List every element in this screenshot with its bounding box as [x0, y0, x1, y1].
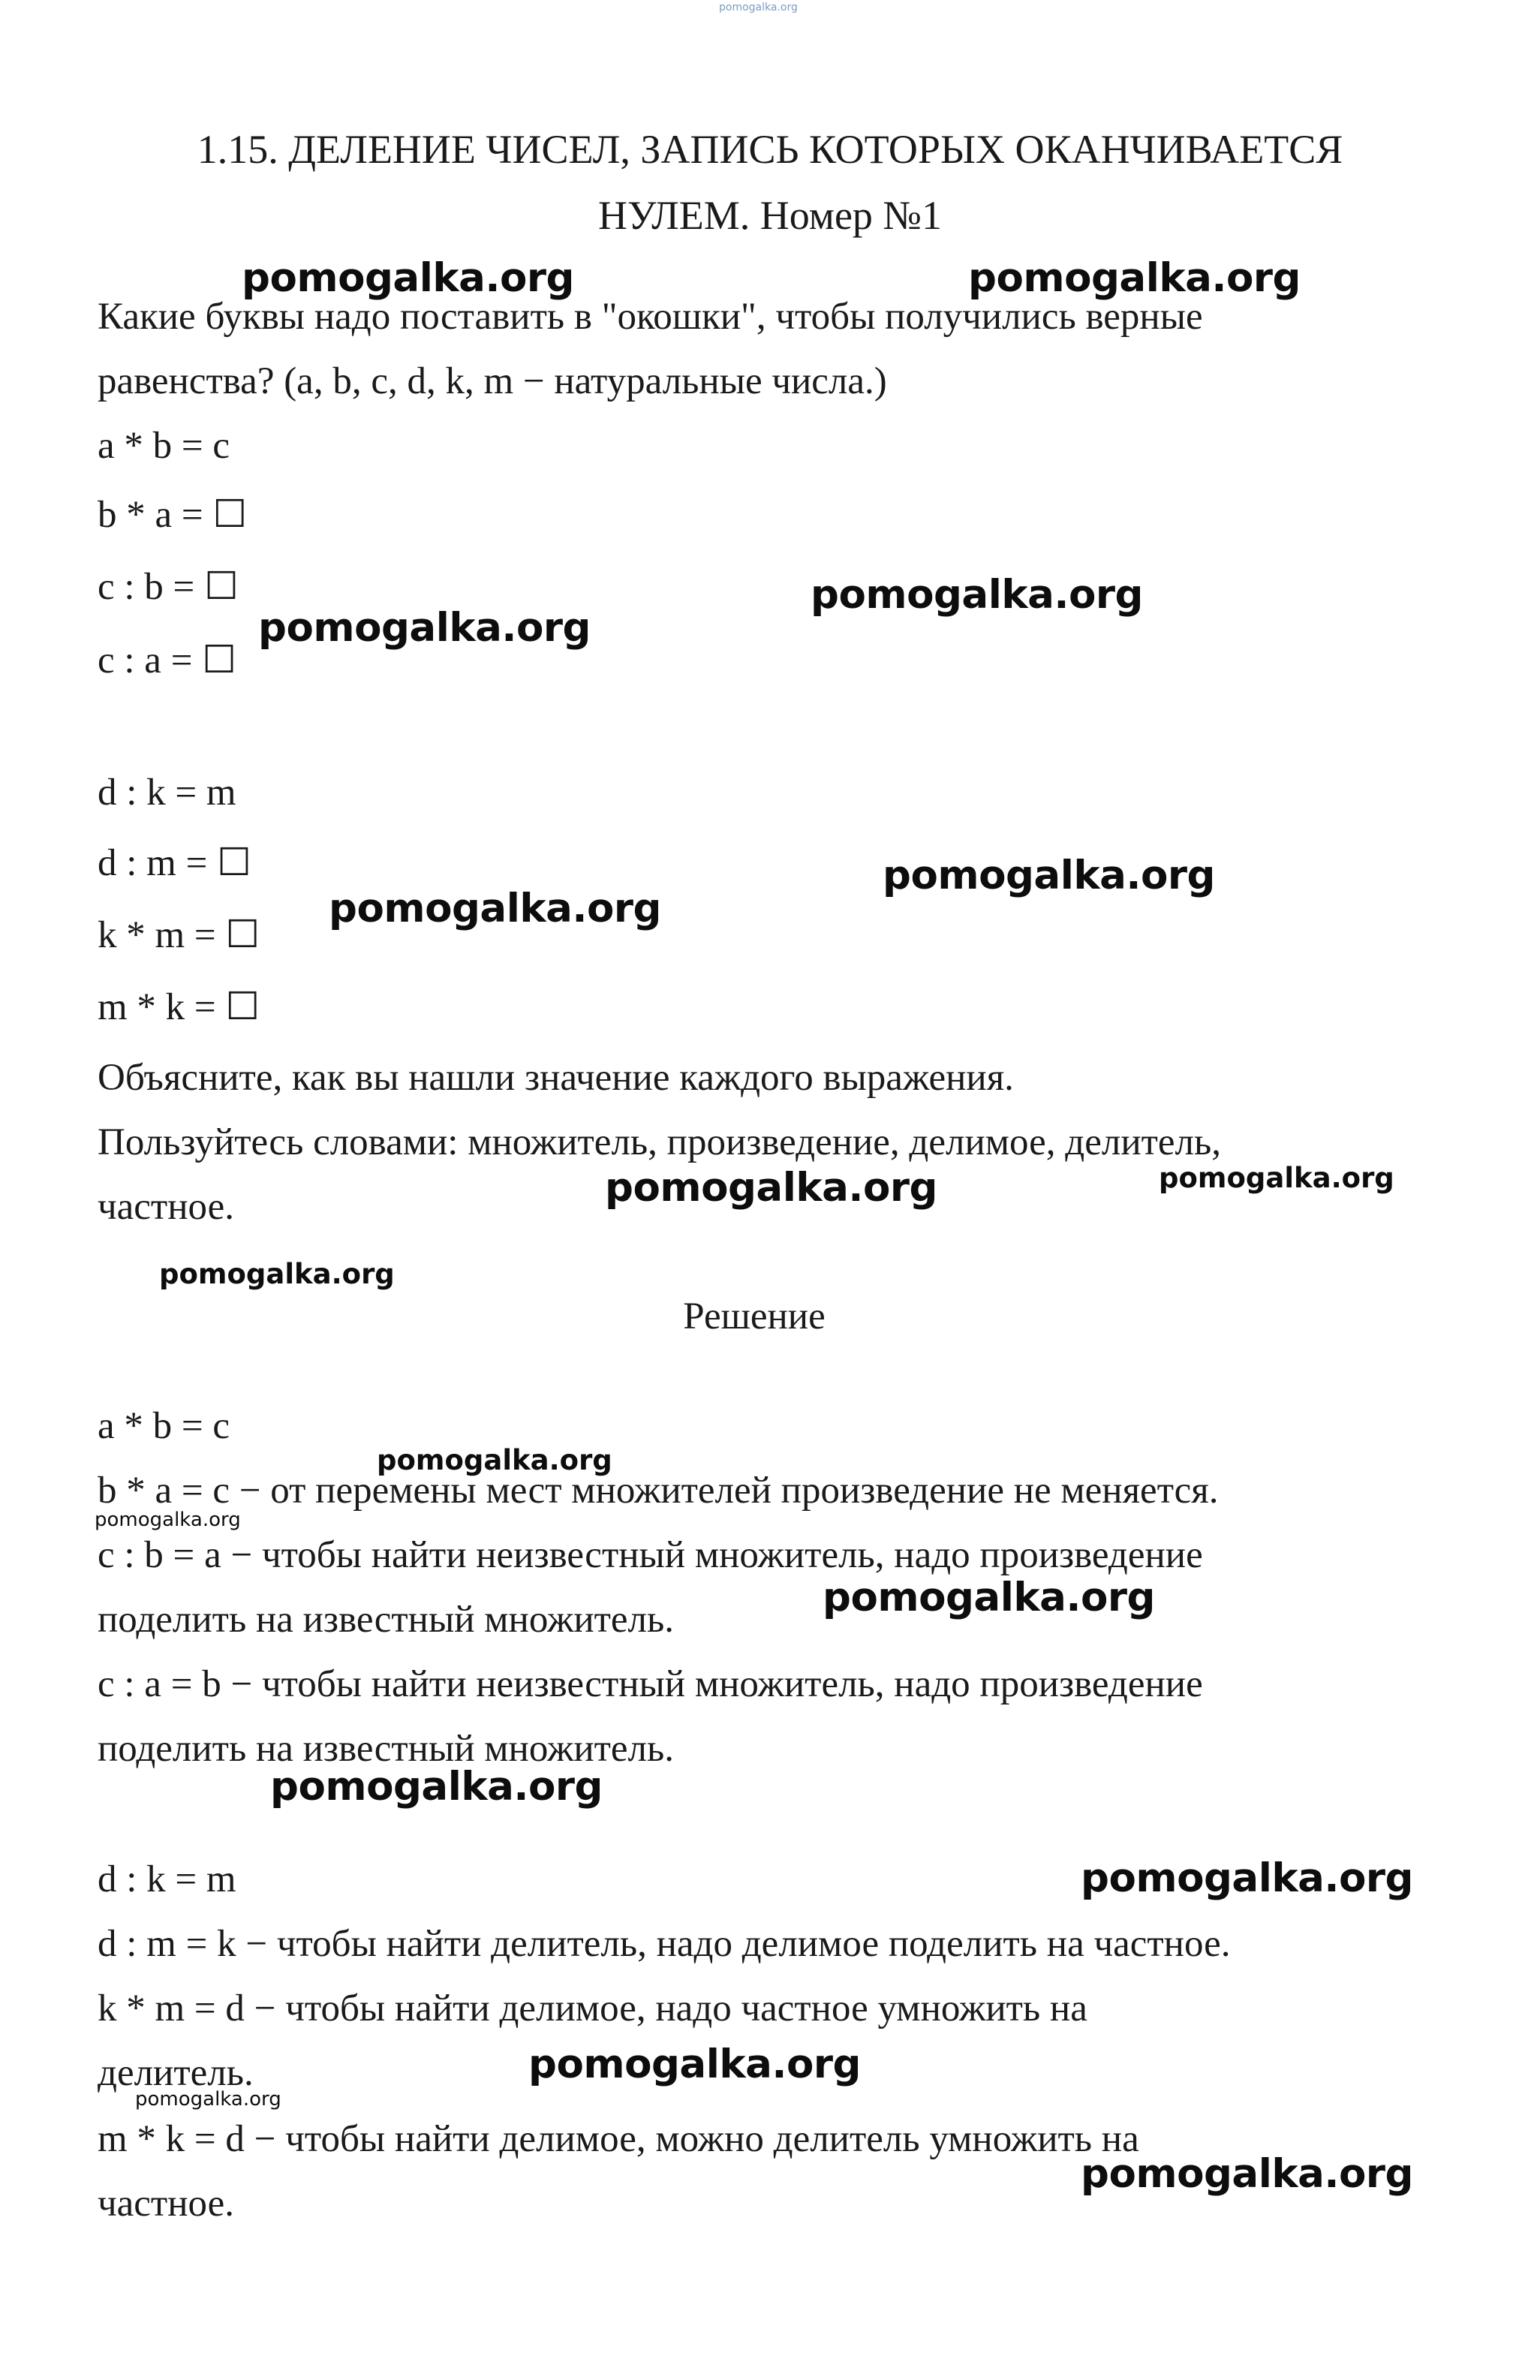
watermark: pomogalka.org [242, 255, 574, 301]
task-explain-1: Объясните, как вы нашли значение каждого выражения. [98, 1057, 1014, 1099]
solution-line: d : k = m [98, 1858, 236, 1900]
watermark: pomogalka.org [1081, 1855, 1413, 1901]
solution-line: поделить на известный множитель. [98, 1728, 674, 1770]
watermark: pomogalka.org [605, 1165, 937, 1211]
title-line-1: 1.15. ДЕЛЕНИЕ ЧИСЕЛ, ЗАПИСЬ КОТОРЫХ ОКАНЧИВАЕТСЯ [197, 127, 1343, 172]
watermark: pomogalka.org [258, 605, 591, 651]
solution-line: a * b = c [98, 1405, 230, 1447]
equation: c : b = ☐ [98, 566, 239, 608]
solution-line: c : b = a − чтобы найти неизвестный множитель, надо произведение [98, 1534, 1203, 1576]
solution-line: m * k = d − чтобы найти делимое, можно делитель умножить на [98, 2118, 1139, 2160]
task-explain-2: Пользуйтесь словами: множитель, произведение, делимое, делитель, [98, 1121, 1222, 1163]
watermark: pomogalka.org [1081, 2151, 1413, 2197]
task-explain-3: частное. [98, 1186, 235, 1228]
solution-line: c : a = b − чтобы найти неизвестный множитель, надо произведение [98, 1663, 1203, 1705]
task-intro-1: Какие буквы надо поставить в "окошки", чтобы получились верные [98, 296, 1203, 338]
solution-line: поделить на известный множитель. [98, 1599, 674, 1641]
watermark: pomogalka.org [329, 886, 661, 931]
watermark: pomogalka.org [1159, 1162, 1394, 1194]
task-intro-2: равенства? (a, b, c, d, k, m − натуральные числа.) [98, 360, 887, 402]
equation: c : a = ☐ [98, 639, 236, 682]
page-title [75, 116, 1465, 248]
solution-heading: Решение [683, 1295, 826, 1337]
equation: m * k = ☐ [98, 986, 260, 1028]
watermark: pomogalka.org [270, 1764, 603, 1810]
watermark: pomogalka.org [95, 1509, 241, 1531]
equation: b * a = ☐ [98, 494, 248, 536]
equation: k * m = ☐ [98, 914, 260, 956]
watermark: pomogalka.org [528, 2042, 861, 2087]
equation: a * b = c [98, 425, 230, 467]
solution-line: k * m = d − чтобы найти делимое, надо частное умножить на [98, 1987, 1087, 2029]
watermark: pomogalka.org [968, 255, 1301, 301]
watermark: pomogalka.org [811, 572, 1143, 618]
solution-line: b * a = c − от перемены мест множителей произведение не меняется. [98, 1470, 1219, 1512]
solution-line: делитель. [98, 2052, 254, 2094]
title-line-2: НУЛЕМ. Номер №1 [598, 193, 942, 238]
watermark: pomogalka.org [377, 1444, 612, 1476]
watermark-top: pomogalka.org [719, 2, 798, 14]
watermark: pomogalka.org [159, 1258, 395, 1290]
equation: d : m = ☐ [98, 842, 251, 884]
solution-line: частное. [98, 2183, 235, 2225]
solution-line: d : m = k − чтобы найти делитель, надо делимое поделить на частное. [98, 1923, 1231, 1965]
watermark: pomogalka.org [135, 2088, 281, 2111]
equation: d : k = m [98, 772, 236, 814]
watermark: pomogalka.org [883, 853, 1215, 898]
watermark: pomogalka.org [823, 1575, 1155, 1620]
